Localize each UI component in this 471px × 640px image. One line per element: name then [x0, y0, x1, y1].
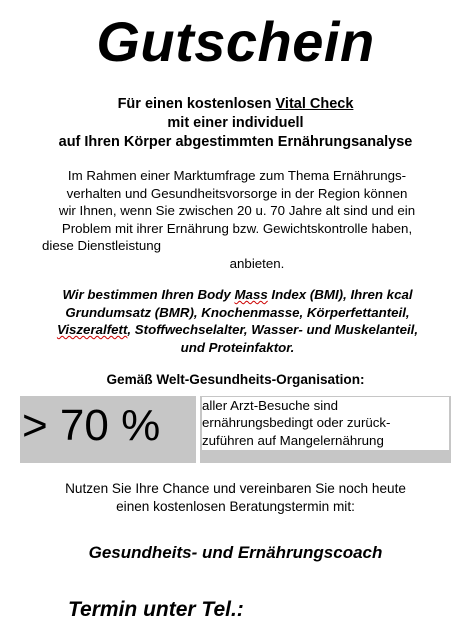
vital-check-label: Vital Check: [275, 96, 354, 112]
stat-value: > 70 %: [22, 401, 161, 450]
analysis-paragraph: Wir bestimmen Ihren Body Mass Index (BMI), Ihren kcal Grundumsatz (BMR), Knochenmasse, Körperfettanteil, Viszeralfett, Stoffwechselalter, Wasser- und Muskelanteil, und Proteinfaktor.: [56, 287, 419, 355]
offer-line-2: mit einer individuell: [167, 115, 304, 131]
coach-title: Gesundheits- und Ernährungscoach: [88, 543, 383, 562]
offer-heading: [0, 95, 471, 152]
intro-paragraph: Im Rahmen einer Marktumfrage zum Thema Ernährungs- verhalten und Gesundheitsvorsorge in der Region können wir Ihnen, wenn Sie zwischen 20 u. 70 Jahre alt sind und ein Problem mit ihrer Ernährung bzw. Gewichtskontrolle haben, diese Dienstleistung anbieten.: [42, 168, 416, 271]
spellcheck-word-viszeralfett: Viszeralfett: [56, 322, 128, 338]
voucher-title: Gutschein: [96, 10, 375, 73]
stat-description: aller Arzt-Besuche sind ernährungsbedingt oder zurück- zuführen auf Mangelernährung: [202, 397, 449, 450]
offer-line-3: auf Ihren Körper abgestimmten Ernährungsanalyse: [58, 134, 413, 150]
appointment-phone-label: Termin unter Tel.:: [68, 598, 244, 621]
who-heading: Gemäß Welt-Gesundheits-Organisation:: [106, 372, 365, 387]
offer-line-1: Für einen kostenlosen Vital Check: [117, 96, 354, 112]
spellcheck-word-mass: Mass: [234, 287, 268, 302]
call-to-action: Nutzen Sie Ihre Chance und vereinbaren Sie noch heute einen kostenlosen Beratungstermin mit:: [65, 481, 406, 514]
